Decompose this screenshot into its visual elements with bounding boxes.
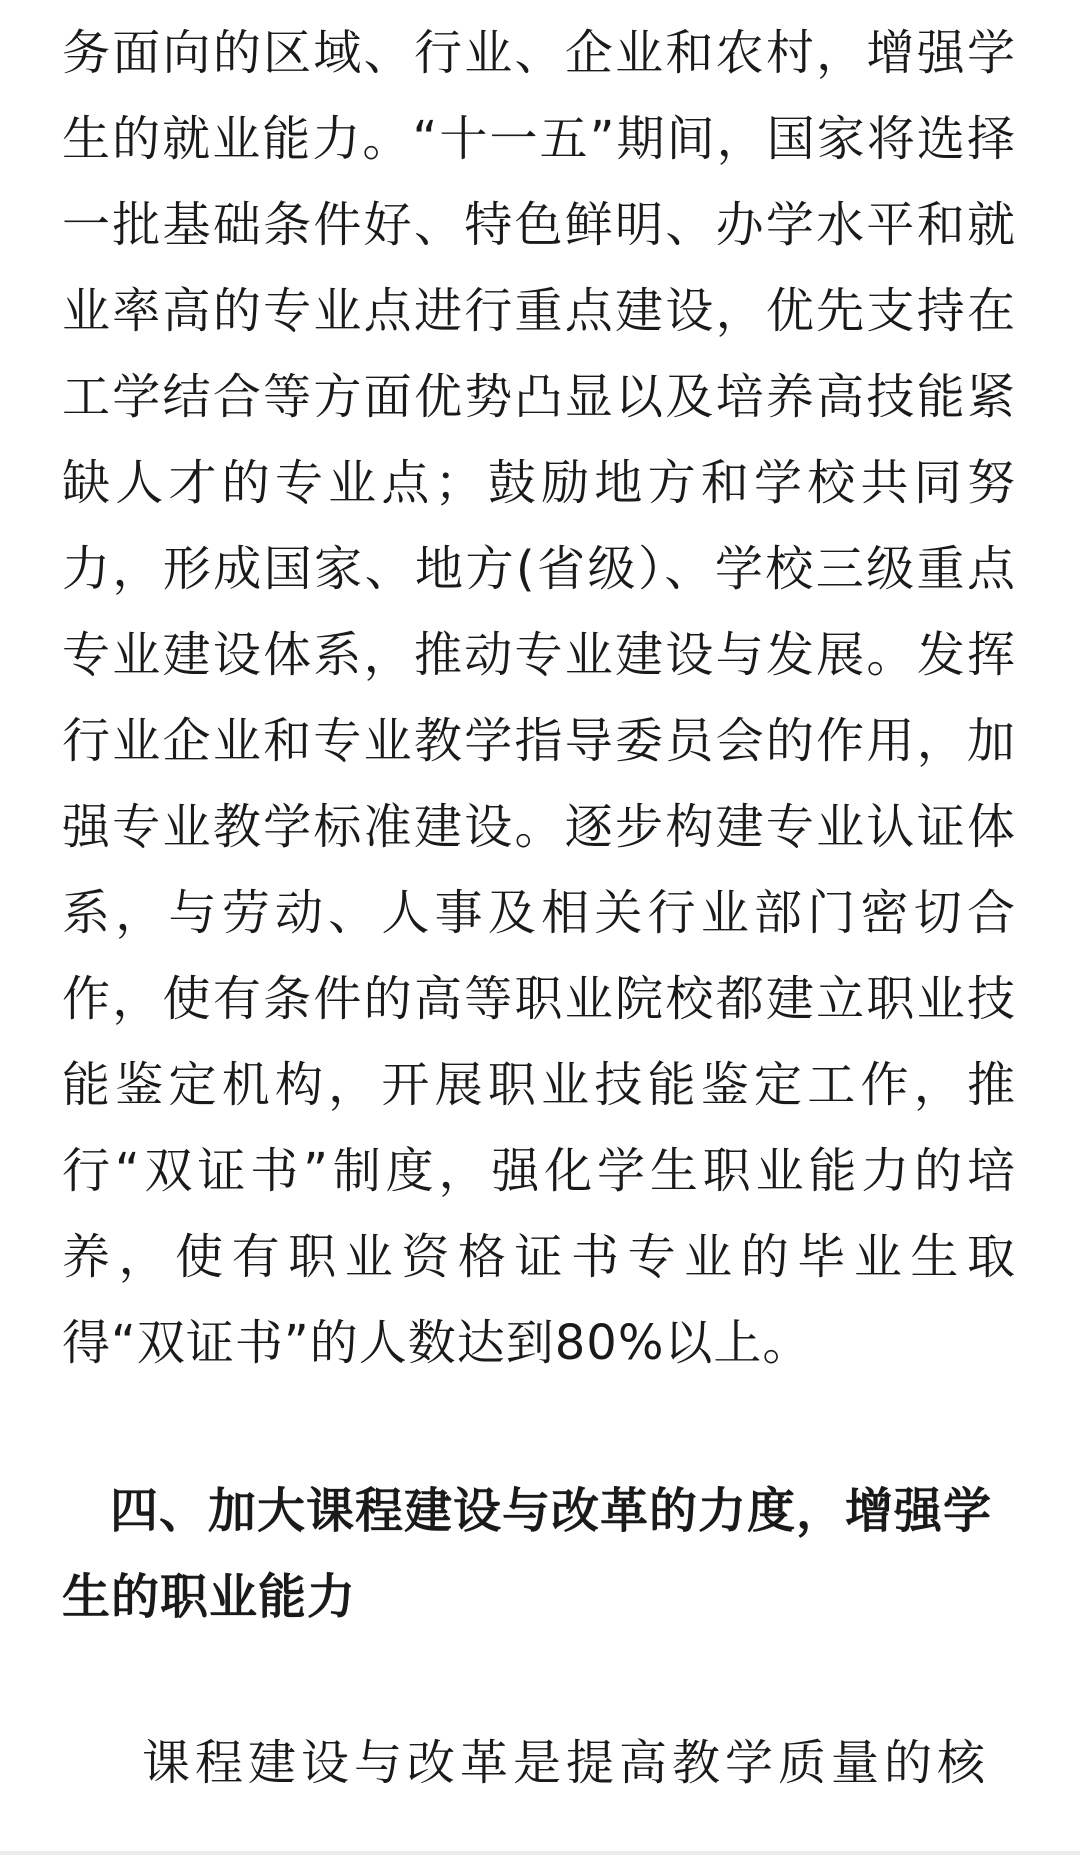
article-paragraph-next: 课程建设与改革是提高教学质量的核	[142, 1735, 991, 1791]
article-body	[62, 10, 1016, 1806]
article-paragraph: 务面向的区域、行业、企业和农村，增强学生的就业能力。“十一五”期间，国家将选择一批基础条件好、特色鲜明、办学水平和就业率高的专业点进行重点建设，优先支持在工学结合等方面优势凸显以及培养高技能紧缺人才的专业点；鼓励地方和学校共同努力，形成国家、地方(省级）、学校三级重点专业建设体系，推动专业建设与发展。发挥行业企业和专业教学指导委员会的作用，加强专业教学标准建设。逐步构建专业认证体系，与劳动、人事及相关行业部门密切合作，使有条件的高等职业院校都建立职业技能鉴定机构，开展职业技能鉴定工作，推行“双证书”制度，强化学生职业能力的培养，使有职业资格证书专业的毕业生取得“双证书”的人数达到80%以上。	[62, 25, 1016, 1371]
bottom-divider	[0, 1851, 1080, 1855]
section-heading: 四、加大课程建设与改革的力度，增强学生的职业能力	[62, 1483, 993, 1625]
